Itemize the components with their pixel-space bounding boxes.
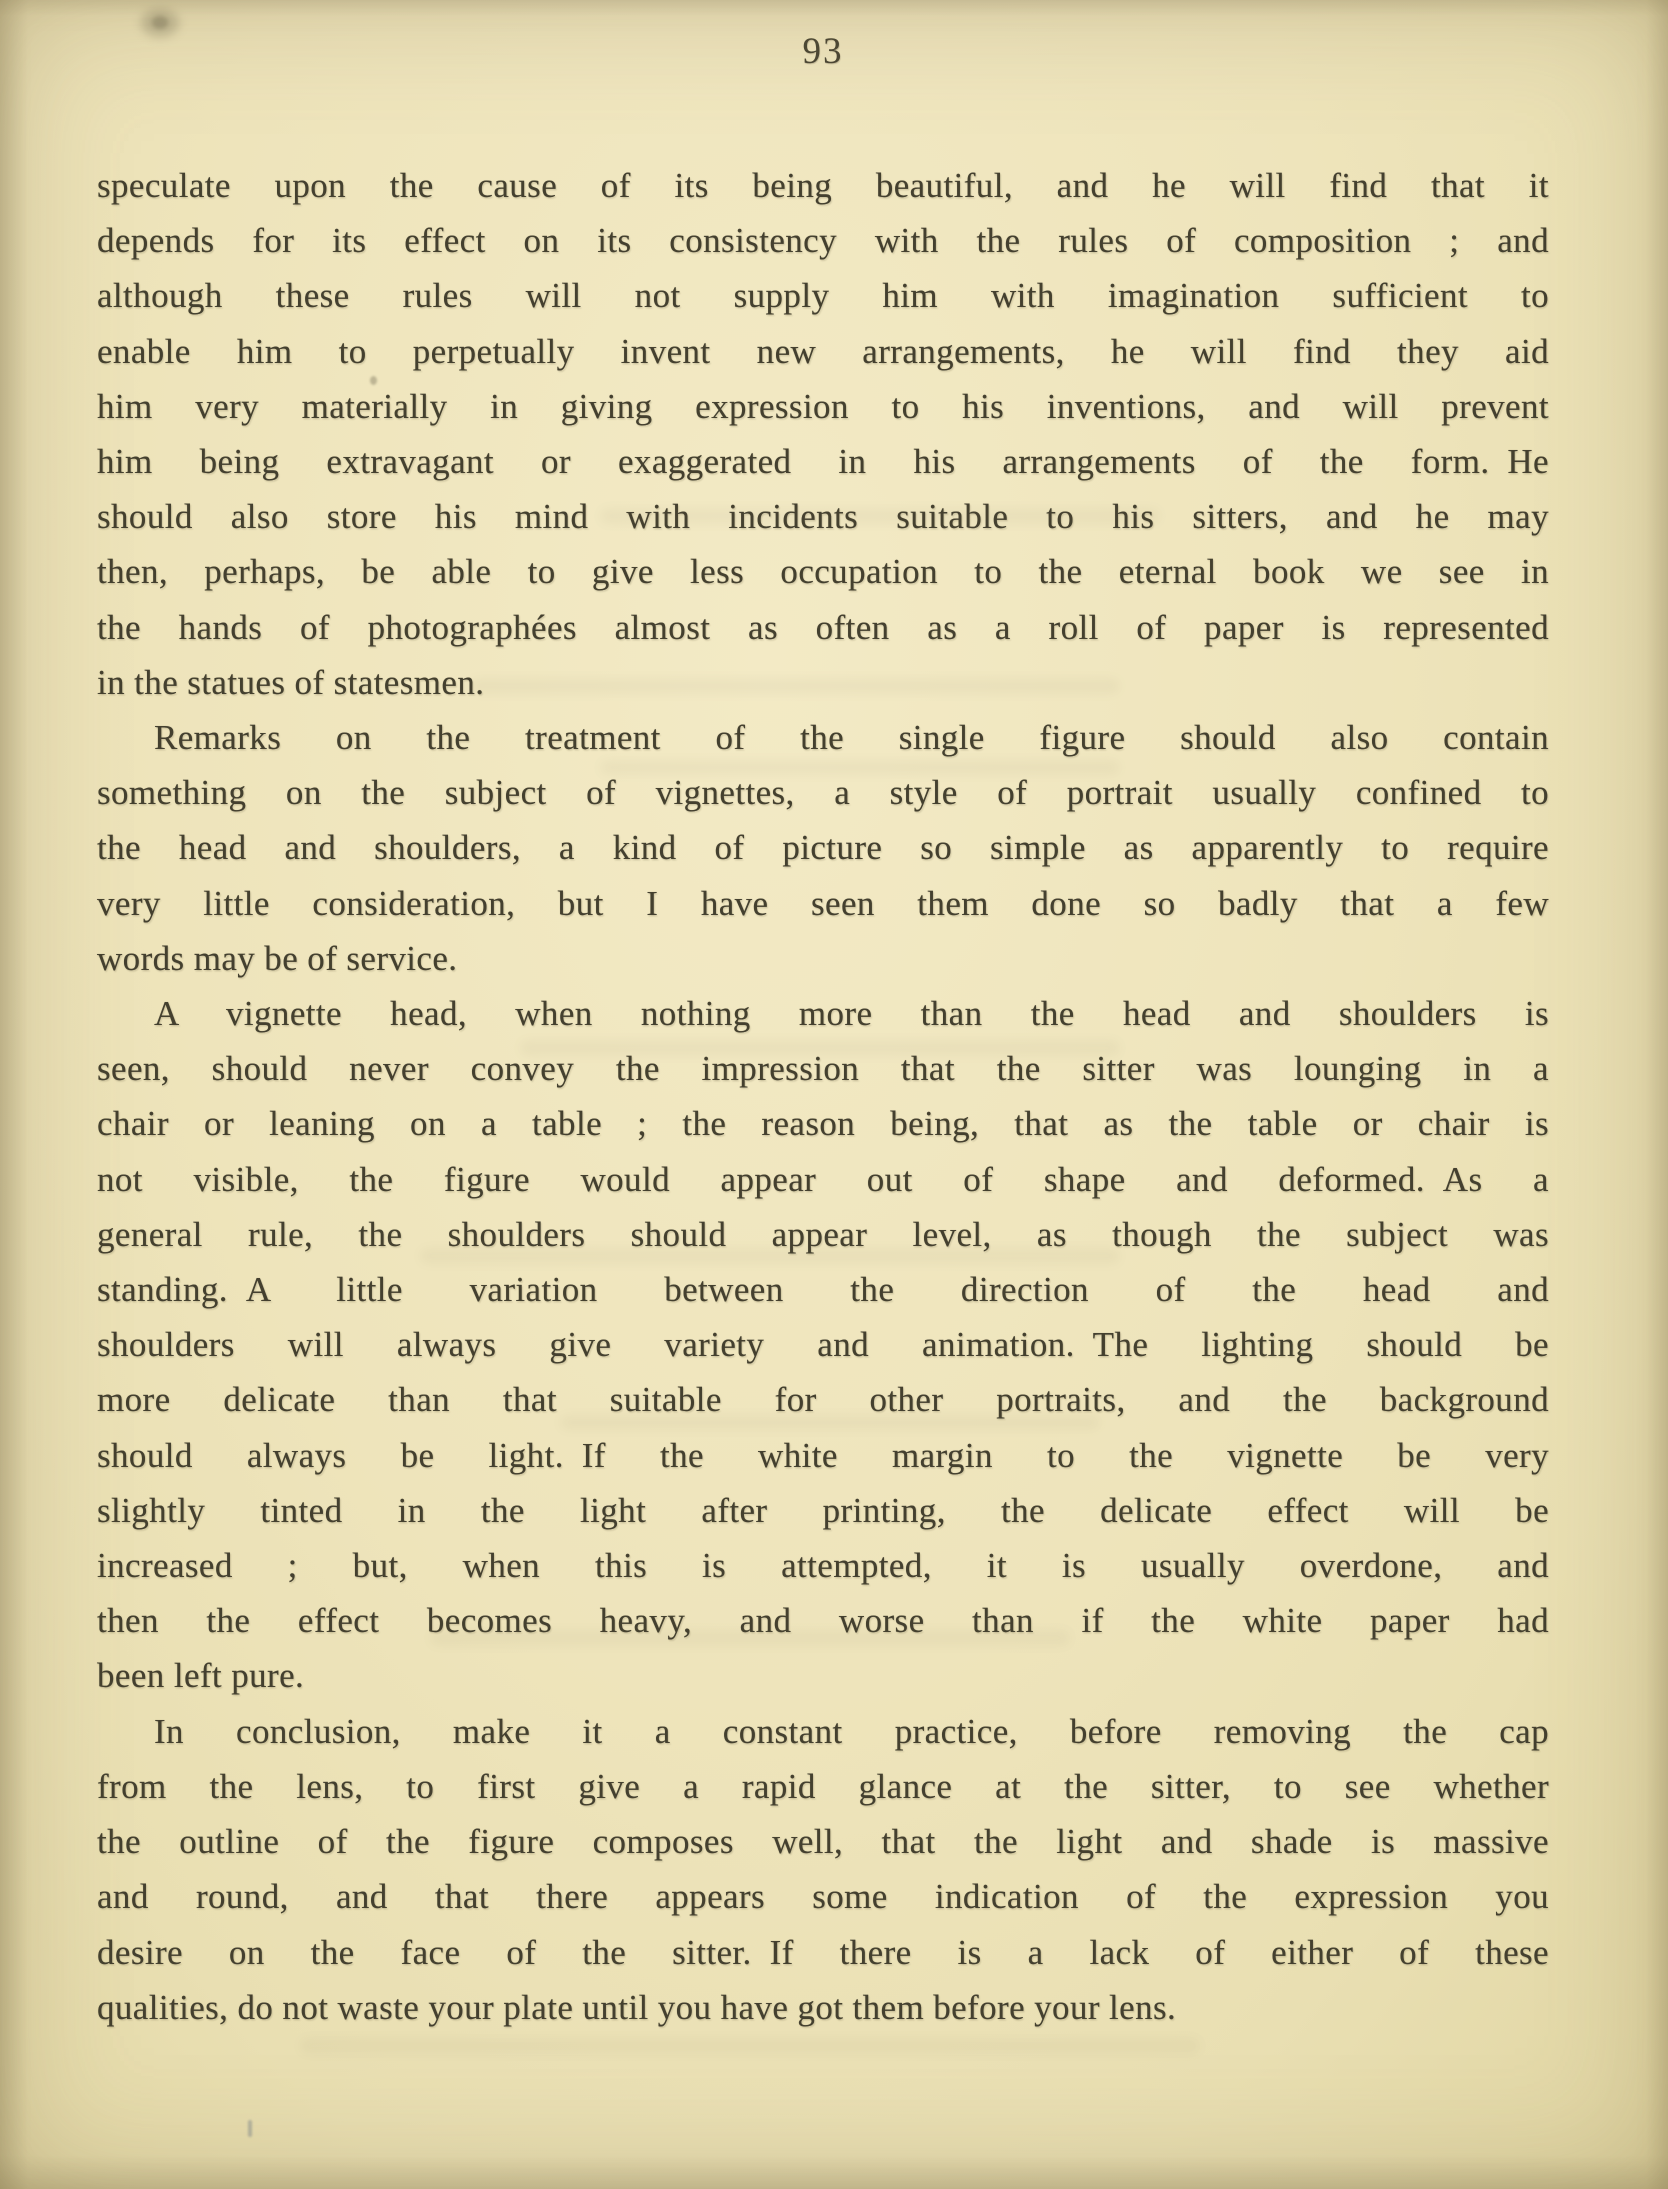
text-line: although these rules will not supply him with imagination sufficient to <box>97 276 1549 316</box>
page-edge-shadow <box>0 0 1668 16</box>
text-line: should always be light. If the white margin to the vignette be very <box>97 1435 1549 1475</box>
text-line: general rule, the shoulders should appear level, as though the subject was <box>97 1214 1549 1254</box>
text-line: speculate upon the cause of its being beautiful, and he will find that it <box>97 166 1549 205</box>
page-number: 93 <box>802 31 844 72</box>
text-line: shoulders will always give variety and animation. The lighting should be <box>97 1325 1549 1365</box>
text-line: depends for its effect on its consistency with the rules of composition ; and <box>97 221 1549 261</box>
text-line: should also store his mind with incidents suitable to his sitters, and he may <box>97 497 1549 537</box>
text-line: slightly tinted in the light after printing, the delicate effect will be <box>97 1490 1549 1530</box>
text-line: desire on the face of the sitter. If there is a lack of either of these <box>97 1932 1549 1972</box>
text-line: Remarks on the treatment of the single figure should also contain <box>154 718 1549 758</box>
text-line: then, perhaps, be able to give less occupation to the eternal book we see in <box>97 552 1549 592</box>
page-edge-shadow <box>1646 0 1668 2189</box>
pencil-mark <box>248 2120 252 2137</box>
text-line: been left pure. <box>97 1656 305 1696</box>
text-line: more delicate than that suitable for other portraits, and the background <box>97 1380 1549 1420</box>
text-line: words may be of service. <box>97 938 458 978</box>
text-line: qualities, do not waste your plate until you have got them before your lens. <box>97 1987 1177 2027</box>
text-line: In conclusion, make it a constant practice, before removing the cap <box>154 1711 1549 1751</box>
text-line: not visible, the figure would appear out of shape and deformed. As a <box>97 1159 1549 1199</box>
text-line: then the effect becomes heavy, and worse than if the white paper had <box>97 1601 1549 1641</box>
text-line: A vignette head, when nothing more than the head and shoulders is <box>154 994 1549 1034</box>
text-line: in the statues of statesmen. <box>97 662 485 702</box>
text-line: him very materially in giving expression to his inventions, and will prevent <box>97 386 1549 426</box>
page-edge-shadow <box>0 2155 1668 2189</box>
text-line: increased ; but, when this is attempted, it is usually overdone, and <box>97 1546 1549 1586</box>
text-line: very little consideration, but I have seen them done so badly that a few <box>97 883 1549 923</box>
text-line: standing. A little variation between the direction of the head and <box>97 1270 1549 1310</box>
text-line: enable him to perpetually invent new arrangements, he will find they aid <box>97 331 1549 371</box>
text-line: chair or leaning on a table ; the reason being, that as the table or chair is <box>97 1104 1549 1144</box>
text-line: him being extravagant or exaggerated in his arrangements of the form. He <box>97 442 1549 482</box>
text-line: something on the subject of vignettes, a style of portrait usually confined to <box>97 773 1549 813</box>
show-through-mark <box>300 2038 1200 2054</box>
ink-speck <box>370 376 377 385</box>
page-edge-shadow <box>0 0 28 2189</box>
text-line: the hands of photographées almost as often as a roll of paper is represented <box>97 607 1549 647</box>
ink-smudge <box>152 16 168 29</box>
page-text <box>97 158 1549 2035</box>
text-line: the outline of the figure composes well, that the light and shade is massive <box>97 1822 1549 1862</box>
text-line: the head and shoulders, a kind of picture so simple as apparently to require <box>97 828 1549 868</box>
text-line: from the lens, to first give a rapid glance at the sitter, to see whether <box>97 1766 1549 1806</box>
text-line: seen, should never convey the impression that the sitter was lounging in a <box>97 1049 1549 1089</box>
text-line: and round, and that there appears some indication of the expression you <box>97 1877 1549 1917</box>
